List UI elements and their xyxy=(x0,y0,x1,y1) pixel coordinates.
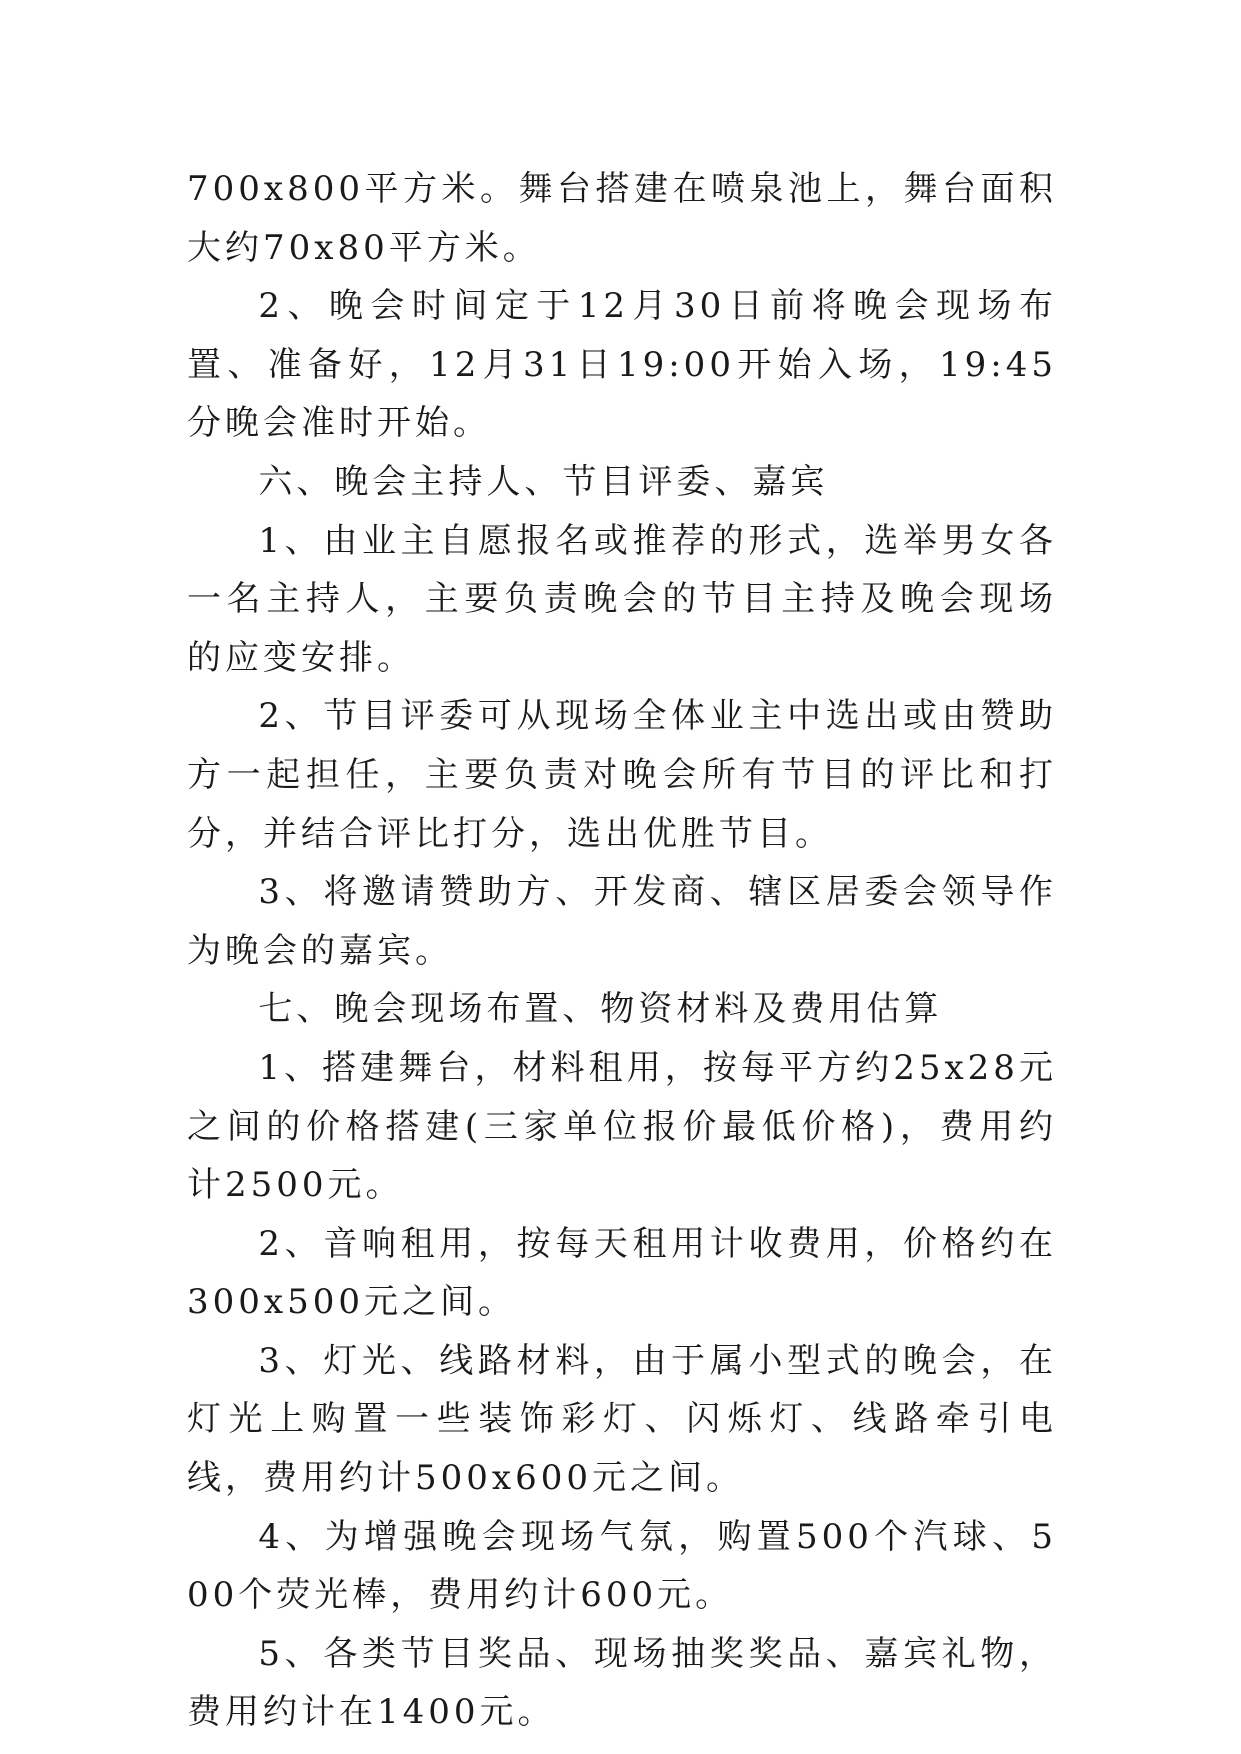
paragraph-guests: 3、将邀请赞助方、开发商、辖区居委会领导作为晚会的嘉宾。 xyxy=(187,872,1057,971)
section-heading-hosts: 六、晚会主持人、节目评委、嘉宾 xyxy=(258,461,829,502)
section-heading-costs: 七、晚会现场布置、物资材料及费用估算 xyxy=(258,989,943,1030)
document-body xyxy=(187,160,1057,1742)
paragraph-schedule: 2、晚会时间定于12月30日前将晚会现场布置、准备好，12月31日19:00开始入场，19:45分晚会准时开始。 xyxy=(187,286,1057,444)
paragraph-venue-size: 700x800平方米。舞台搭建在喷泉池上，舞台面积大约70x80平方米。 xyxy=(187,169,1057,268)
paragraph-prizes-cost: 5、各类节目奖品、现场抽奖奖品、嘉宾礼物，费用约计在1400元。 xyxy=(187,1633,1057,1733)
paragraph-audio-cost: 2、音响租用，按每天租用计收费用，价格约在300x500元之间。 xyxy=(187,1223,1057,1323)
paragraph-hosts: 1、由业主自愿报名或推荐的形式，选举男女各一名主持人，主要负责晚会的节目主持及晚会现场的应变安排。 xyxy=(187,520,1057,678)
paragraph-atmosphere-cost: 4、为增强晚会现场气氛，购置500个汽球、500个荧光棒，费用约计600元。 xyxy=(187,1516,1057,1616)
paragraph-judges: 2、节目评委可从现场全体业主中选出或由赞助方一起担任，主要负责对晚会所有节目的评比和打分，并结合评比打分，选出优胜节目。 xyxy=(187,696,1057,854)
paragraph-lighting-cost: 3、灯光、线路材料，由于属小型式的晚会，在灯光上购置一些装饰彩灯、闪烁灯、线路牵引电线，费用约计500x600元之间。 xyxy=(187,1340,1057,1499)
paragraph-stage-cost: 1、搭建舞台，材料租用，按每平方约25x28元之间的价格搭建(三家单位报价最低价格)，费用约计2500元。 xyxy=(187,1047,1057,1206)
